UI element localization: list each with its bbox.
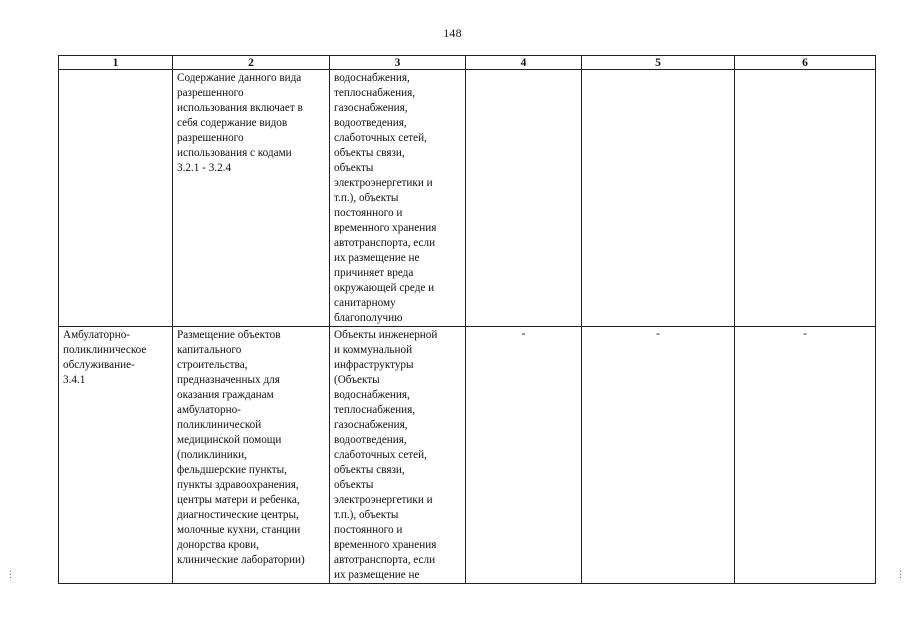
parameter-cell-6: - [735,327,876,584]
table-row [59,70,876,327]
parameter-cell-4 [466,70,582,327]
column-header-2: 2 [173,56,330,70]
parameter-cell-5 [582,70,735,327]
column-header-4: 4 [466,56,582,70]
left-margin-mark: ⋮ [6,569,15,579]
use-description-cell: Содержание данного вида разрешенного использования включает в себя содержание видов разрешенного использования с кодами 3.2.1 - 3.2.4 [173,70,330,327]
parameter-cell-4: - [466,327,582,584]
column-header-1: 1 [59,56,173,70]
parameter-cell-6 [735,70,876,327]
header-row [59,56,876,70]
column-header-6: 6 [735,56,876,70]
use-description-cell: Размещение объектов капитального строительства, предназначенных для оказания гражданам амбулаторно- поликлинической медицинской помощи (поликлиники, фельдшерские пункты, пункты здравоохранения, центры матери и ребенка, диагностические центры, молочные кухни, станции донорства крови, клинические лаборатории) [173,327,330,584]
column-header-5: 5 [582,56,735,70]
use-type-cell [59,70,173,327]
column-header-3: 3 [330,56,466,70]
table-row [59,327,876,584]
page-number: 148 [443,26,462,40]
auxiliary-use-cell: Объекты инженерной и коммунальной инфраструктуры (Объекты водоснабжения, теплоснабжения, газоснабжения, водоотведения, слаботочных сетей, объекты связи, объекты электроэнергетики и т.п.), объекты постоянного и временного хранения автотранспорта, если их размещение не [330,327,466,584]
right-margin-mark: ⋮ [896,569,905,579]
auxiliary-use-cell: водоснабжения, теплоснабжения, газоснабжения, водоотведения, слаботочных сетей, объекты связи, объекты электроэнергетики и т.п.), объекты постоянного и временного хранения автотранспорта, если их размещение не причиняет вреда окружающей среде и санитарному благополучию [330,70,466,327]
use-type-cell: Амбулаторно- поликлиническое обслуживание- 3.4.1 [59,327,173,584]
parameter-cell-5: - [582,327,735,584]
regulations-table [58,55,876,584]
